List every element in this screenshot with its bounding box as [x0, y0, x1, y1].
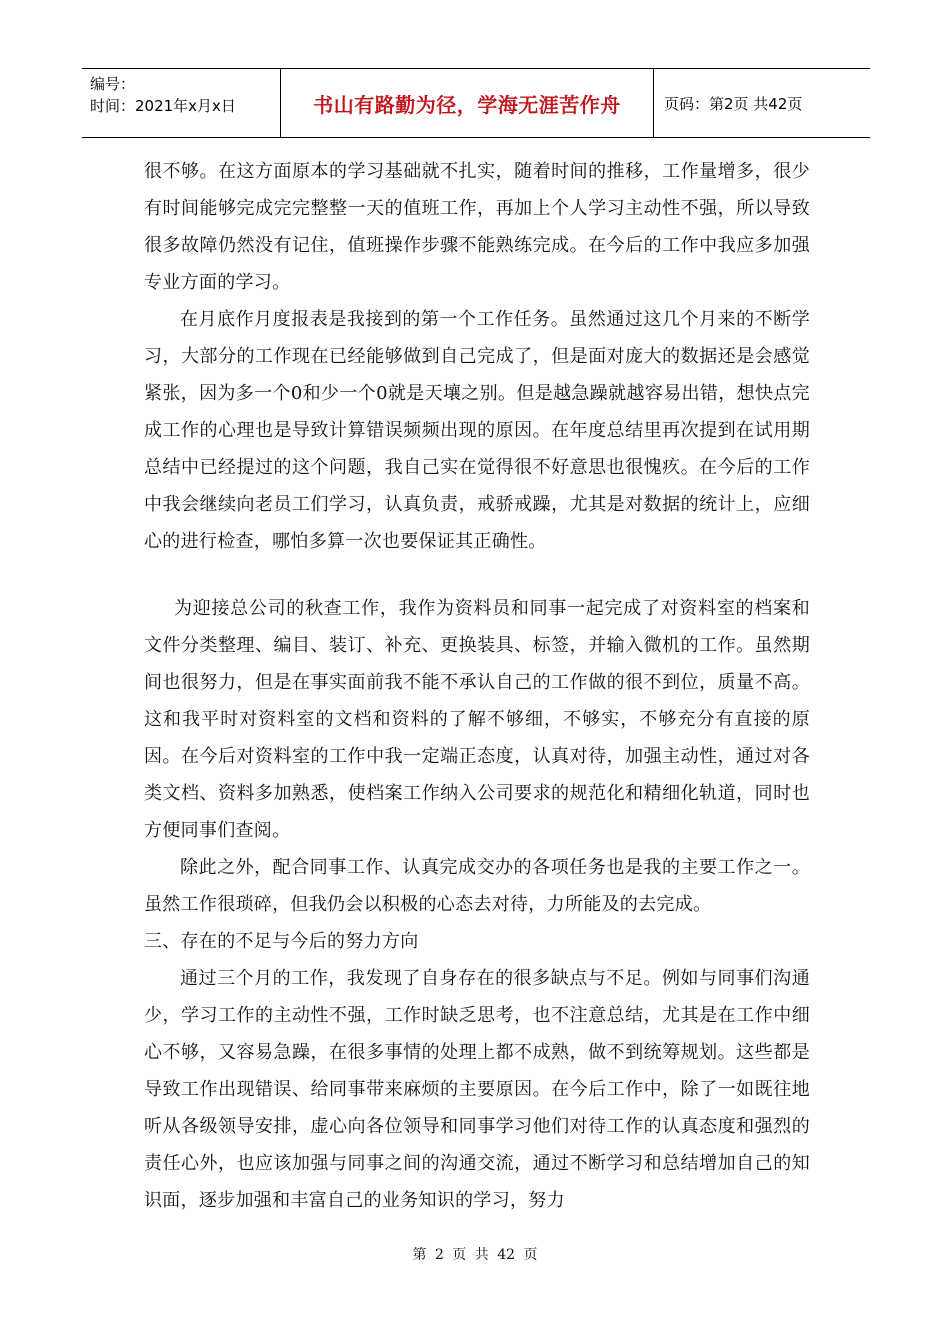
page-footer: 第 2 页 共 42 页 — [412, 1247, 538, 1263]
paragraph-4: 除此之外，配合同事工作、认真完成交办的各项任务也是我的主要工作之一。虽然工作很琐碎，但我仍会以积极的心态去对待，力所能及的去完成。 — [144, 857, 810, 915]
header-page-info: 页码：第2页 共42页 — [664, 94, 803, 113]
section-heading: 三、存在的不足与今后的努力方向 — [144, 931, 419, 952]
paragraph-5: 通过三个月的工作，我发现了自身存在的很多缺点与不足。例如与同事们沟通少，学习工作的主动性不强，工作时缺乏思考，也不注意总结，尤其是在工作中细心不够，又容易急躁，在很多事情的处理上都不成熟，做不到统筹规划。这些都是导致工作出现错误、给同事带来麻烦的主要原因。在今后工作中，除了一如既往地听从各级领导安排，虚心向各位领导和同事学习他们对待工作的认真态度和强烈的责任心外，也应该加强与同事之间的沟通交流，通过不断学习和总结增加自己的知识面，逐步加强和丰富自己的业务知识的学习，努力 — [144, 968, 810, 1211]
paragraph-2: 在月底作月度报表是我接到的第一个工作任务。虽然通过这几个月来的不断学习，大部分的工作现在已经能够做到自己完成了，但是面对庞大的数据还是会感觉紧张，因为多一个0和少一个0就是天壤之别。但是越急躁就越容易出错，想快点完成工作的心理也是导致计算错误频频出现的原因。在年度总结里再次提到在试用期总结中已经提过的这个问题，我自己实在觉得很不好意思也很愧疚。在今后的工作中我会继续向老员工们学习，认真负责，戒骄戒躁，尤其是对数据的统计上，应细心的进行检查，哪怕多算一次也要保证其正确性。 — [144, 309, 810, 552]
document-header — [82, 68, 870, 138]
paragraph-3: 为迎接总公司的秋查工作，我作为资料员和同事一起完成了对资料室的档案和文件分类整理、编目、装订、补充、更换装具、标签，并输入微机的工作。虽然期间也很努力，但是在事实面前我不能不承认自己的工作做的很不到位，质量不高。这和我平时对资料室的文档和资料的了解不够细，不够实，不够充分有直接的原因。在今后对资料室的工作中我一定端正态度，认真对待，加强主动性，通过对各类文档、资料多加熟悉，使档案工作纳入公司要求的规范化和精细化轨道，同时也方便同事们查阅。 — [144, 598, 810, 841]
document-body — [144, 153, 810, 1219]
header-meta — [82, 69, 280, 137]
paragraph-1: 很不够。在这方面原本的学习基础就不扎实，随着时间的推移，工作量增多，很少有时间能够完成完完整整一天的值班工作，再加上个人学习主动性不强，所以导致很多故障仍然没有记住，值班操作步骤不能熟练完成。在今后的工作中我应多加强专业方面的学习。 — [144, 161, 810, 293]
paragraph-gap — [144, 560, 810, 590]
document-time-label: 时间：2021年x月x日 — [90, 97, 236, 115]
header-motto: 书山有路勤为径，学海无涯苦作舟 — [280, 69, 654, 137]
document-number-label: 编号： — [90, 75, 136, 93]
